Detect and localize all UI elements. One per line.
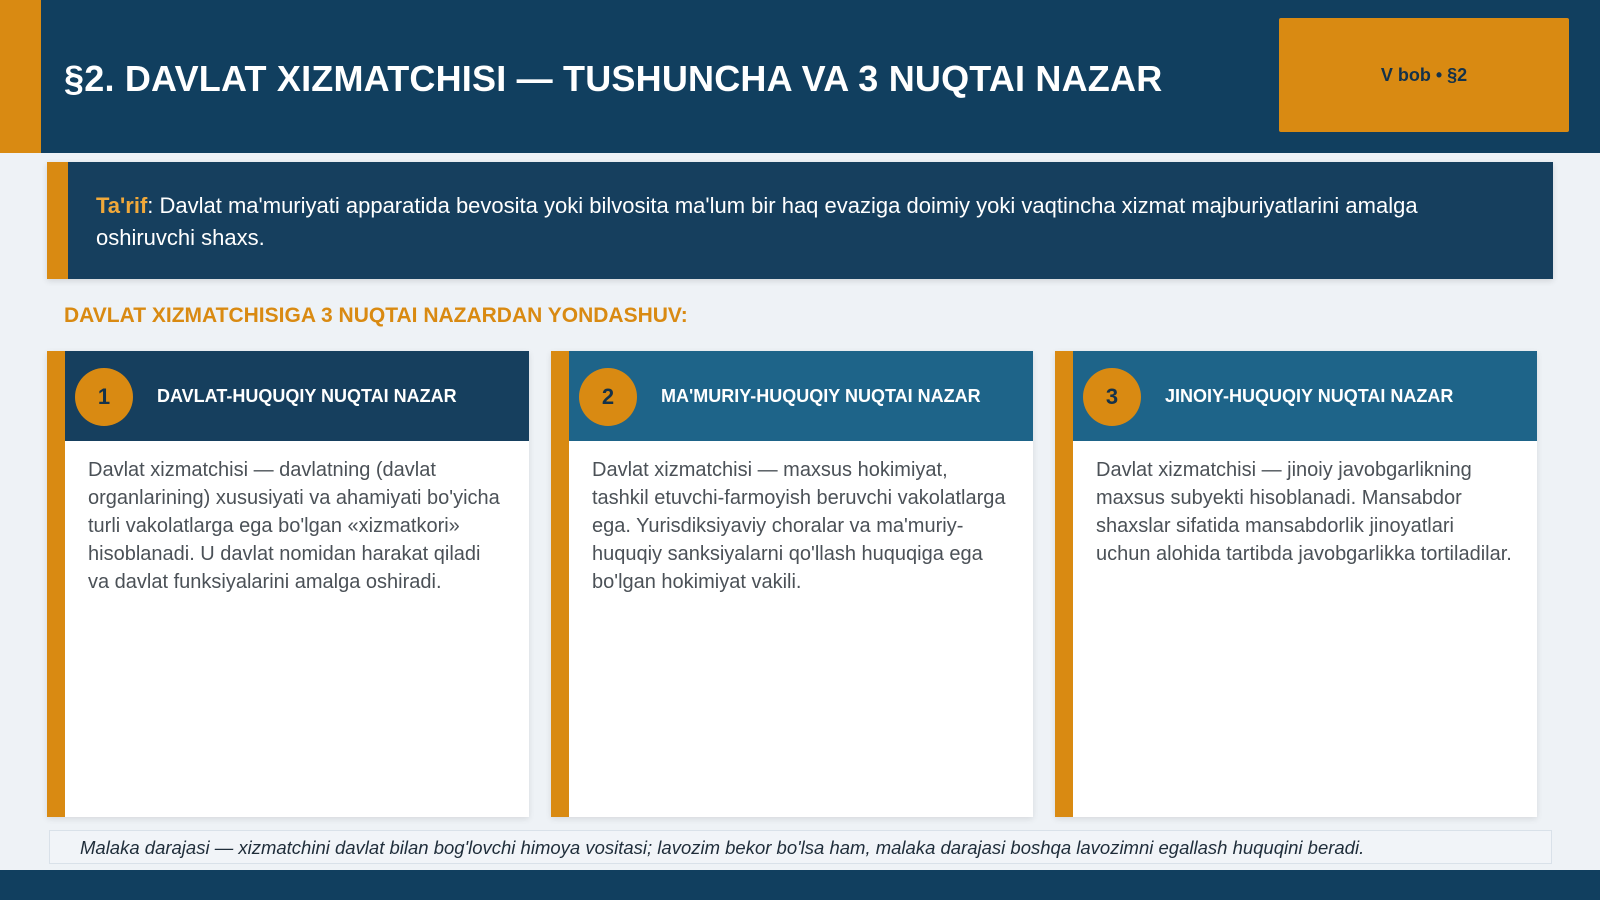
definition-body: : Davlat ma'muriyati apparatida bevosita yoki bilvosita ma'lum bir haq evaziga doimiy yoki vaqtincha xizmat majburiyatlarini amalga oshiruvchi shaxs. <box>96 193 1418 250</box>
card-accent-bar <box>1055 351 1073 817</box>
card-title: MA'MURIY-HUQUQIY NUQTAI NAZAR <box>661 386 981 406</box>
page-title: §2. DAVLAT XIZMATCHISI — TUSHUNCHA VA 3 NUQTAI NAZAR <box>64 58 1163 99</box>
card-body: Davlat xizmatchisi — davlatning (davlat organlarining) xususiyati va ahamiyati bo'yicha turli vakolatlarga ega bo'lgan «xizmatkori» hisoblanadi. U davlat nomidan harakat qiladi va davlat funksiyalarini amalga oshiradi. <box>88 459 500 593</box>
footer-bar <box>0 870 1600 900</box>
chapter-badge: V bob • §2 <box>1279 18 1569 132</box>
viewpoint-card-3 <box>1055 351 1537 817</box>
card-number-badge: 1 <box>75 368 133 426</box>
card-body: Davlat xizmatchisi — jinoiy javobgarlikning maxsus subyekti hisoblanadi. Mansabdor shaxslar sifatida mansabdorlik jinoyatlari uchun alohida tartibda javobgarlikka tortiladilar. <box>1096 459 1512 565</box>
viewpoint-card-2 <box>551 351 1033 817</box>
card-accent-bar <box>47 351 65 817</box>
card-number-badge: 2 <box>579 368 637 426</box>
section-heading: DAVLAT XIZMATCHISIGA 3 NUQTAI NAZARDAN YONDASHUV: <box>64 304 688 327</box>
footnote-box <box>49 830 1552 864</box>
definition-box <box>47 162 1553 279</box>
viewpoint-card-1 <box>47 351 529 817</box>
slide-header <box>0 0 1600 153</box>
definition-label: Ta'rif <box>96 193 148 218</box>
card-title: DAVLAT-HUQUQIY NUQTAI NAZAR <box>157 386 457 406</box>
footnote-text: Malaka darajasi — xizmatchini davlat bilan bog'lovchi himoya vositasi; lavozim bekor bo'lsa ham, malaka darajasi boshqa lavozimni egallash huquqini beradi. <box>80 837 1365 858</box>
card-header <box>1073 351 1537 441</box>
card-accent-bar <box>551 351 569 817</box>
card-header <box>65 351 529 441</box>
card-header <box>569 351 1033 441</box>
header-accent-bar <box>0 0 41 153</box>
card-title: JINOIY-HUQUQIY NUQTAI NAZAR <box>1165 386 1454 406</box>
card-body: Davlat xizmatchisi — maxsus hokimiyat, tashkil etuvchi-farmoyish beruvchi vakolatlarga ega. Yurisdiksiyaviy choralar va ma'muriy-huquqiy sanksiyalarni qo'llash huquqiga ega bo'lgan hokimiyat vakili. <box>592 459 1006 593</box>
card-number-badge: 3 <box>1083 368 1141 426</box>
definition-text <box>96 190 1516 254</box>
definition-accent-bar <box>47 162 68 279</box>
